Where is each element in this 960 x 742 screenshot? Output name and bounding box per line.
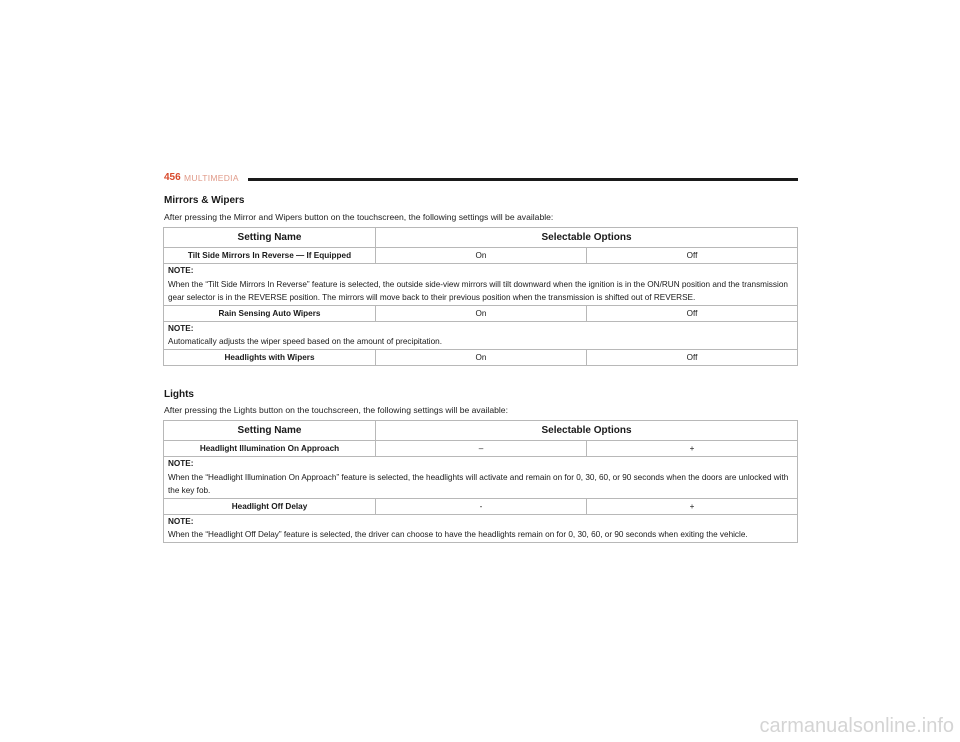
table-row [164,248,798,264]
option-off: Off [587,248,798,264]
note-row [164,514,798,542]
setting-name-header: Setting Name [164,228,376,248]
lights-table [163,420,798,543]
note-text: When the “Tilt Side Mirrors In Reverse” feature is selected, the outside side-view mirrors will tilt downward when the ignition is in the ON/RUN position and the transmission gear selector is in the REVERSE position. The mirrors will move back to their previous position when the transmission is shifted out of REVERSE. [168,279,788,302]
note-cell [164,321,798,349]
option-off: Off [587,349,798,365]
selectable-options-header: Selectable Options [376,228,798,248]
table-header-row [164,421,798,441]
setting-name: Headlights with Wipers [164,349,376,365]
selectable-options-header: Selectable Options [376,421,798,441]
note-text: When the “Headlight Off Delay” feature is selected, the driver can choose to have the headlights remain on for 0, 30, 60, or 90 seconds when exiting the vehicle. [168,530,748,539]
setting-name: Headlight Off Delay [164,498,376,514]
note-label: NOTE: [168,459,194,468]
note-row [164,264,798,306]
note-cell [164,514,798,542]
note-label: NOTE: [168,516,194,526]
note-row [164,321,798,349]
note-cell [164,457,798,499]
setting-name-header: Setting Name [164,421,376,441]
setting-name: Rain Sensing Auto Wipers [164,305,376,321]
table-row [164,305,798,321]
page-header [164,170,798,186]
setting-name: Headlight Illumination On Approach [164,441,376,457]
mirrors-wipers-table [163,227,798,366]
mirrors-wipers-intro: After pressing the Mirror and Wipers button on the touchscreen, the following settings will be available: [164,212,554,222]
table-row [164,498,798,514]
mirrors-wipers-heading: Mirrors & Wipers [164,195,245,206]
table-row [164,441,798,457]
option-plus: + [587,441,798,457]
table-header-row [164,228,798,248]
option-off: Off [587,305,798,321]
watermark: carmanualsonline.info [759,715,954,737]
section-name: MULTIMEDIA [184,173,239,183]
option-minus: - [376,498,587,514]
lights-intro: After pressing the Lights button on the touchscreen, the following settings will be available: [164,405,508,415]
note-label: NOTE: [168,266,194,275]
note-row [164,457,798,499]
page-number: 456 [164,172,181,183]
lights-heading: Lights [164,389,194,400]
option-minus: – [376,441,587,457]
option-on: On [376,305,587,321]
header-rule [248,178,798,181]
note-cell [164,264,798,306]
option-on: On [376,248,587,264]
note-text: When the “Headlight Illumination On Approach” feature is selected, the headlights will activate and remain on for 0, 30, 60, or 90 seconds when the doors are unlocked with the key fob. [168,472,789,495]
option-on: On [376,349,587,365]
setting-name: Tilt Side Mirrors In Reverse — If Equipped [164,248,376,264]
note-text: Automatically adjusts the wiper speed based on the amount of precipitation. [168,337,442,346]
note-label: NOTE: [168,323,194,333]
table-row [164,349,798,365]
option-plus: + [587,498,798,514]
